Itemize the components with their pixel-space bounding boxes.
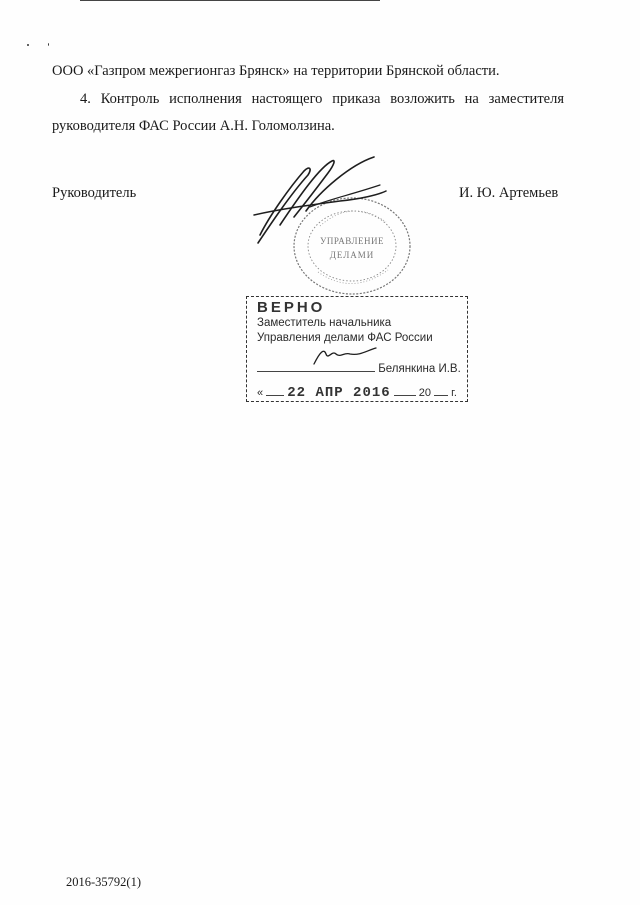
handwritten-signature — [250, 155, 390, 255]
seal-text-line-1: УПРАВЛЕНИЕ — [320, 236, 384, 246]
stamp-date-row — [257, 383, 457, 401]
date-open-quote: « — [257, 387, 264, 399]
body-line-continuation: ООО «Газпром межрегионгаз Брянск» на территории Брянской области. — [52, 63, 500, 79]
date-day-underline — [266, 383, 284, 396]
stamped-date: 22 АПР 2016 — [287, 385, 391, 401]
stamp-signer-name: Белянкина И.В. — [378, 363, 461, 375]
date-year-letter: г. — [451, 387, 457, 399]
stamp-signature — [310, 344, 380, 368]
seal-text-line-2: ДЕЛАМИ — [329, 250, 375, 260]
item-4-line-2: руководителя ФАС России А.Н. Голомолзина. — [52, 118, 335, 134]
date-year-underline — [434, 383, 448, 396]
top-edge-rule — [80, 0, 380, 1]
stamp-title: ВЕРНО — [257, 299, 326, 316]
signatory-name: И. Ю. Артемьев — [459, 185, 559, 201]
item-4-line-1: 4. Контроль исполнения настоящего приказа возложить на заместителя — [80, 91, 564, 107]
document-number: 2016-35792(1) — [66, 875, 141, 889]
date-year-prefix: 20 — [418, 387, 432, 399]
stamp-position-line-2: Управления делами ФАС России — [257, 332, 433, 344]
date-month-underline — [394, 383, 416, 396]
signatory-role: Руководитель — [52, 185, 137, 201]
scan-speck — [48, 43, 49, 46]
stamp-position-line-1: Заместитель начальника — [257, 317, 392, 329]
scan-speck — [27, 44, 29, 46]
